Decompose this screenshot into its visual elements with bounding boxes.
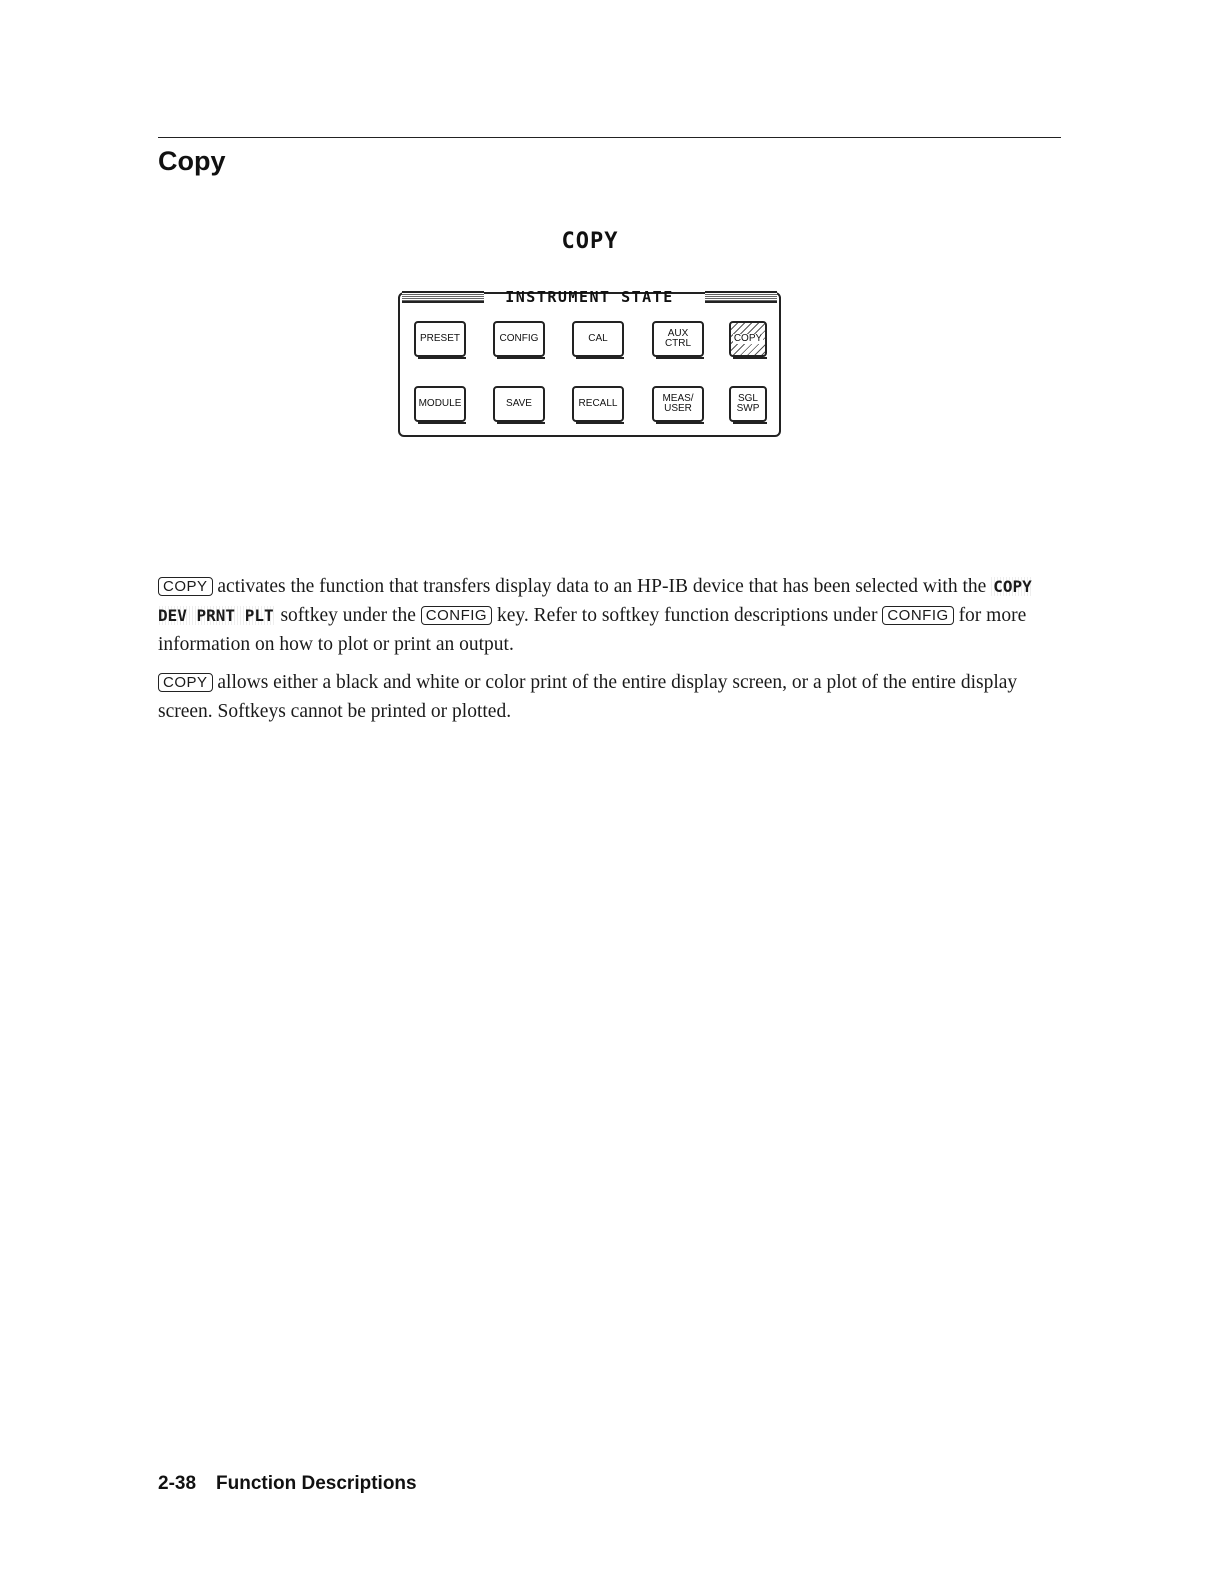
section-title: Copy — [158, 146, 226, 176]
page-number: 2-38 — [158, 1473, 197, 1494]
para1-text-3: key. Refer to softkey function descriptions under — [492, 605, 883, 626]
sgl-swp-key[interactable]: SGL SWP — [729, 386, 767, 422]
copy-key-ref: COPY — [158, 577, 213, 596]
config-key-ref: CONFIG — [421, 606, 492, 625]
copy-key[interactable] — [729, 321, 767, 357]
paragraph-2 — [158, 668, 1038, 726]
header-rule — [158, 137, 1061, 138]
cal-key[interactable]: CAL — [572, 321, 624, 357]
footer-section-name: Function Descriptions — [216, 1473, 417, 1494]
figure-title: COPY — [561, 229, 619, 254]
copy-key-label: COPY — [733, 333, 763, 344]
aux-ctrl-key[interactable]: AUX CTRL — [652, 321, 704, 357]
panel-label: INSTRUMENT STATE — [505, 288, 674, 306]
para1-text-2: softkey under the — [275, 605, 421, 626]
config-key[interactable]: CONFIG — [493, 321, 545, 357]
meas-user-key[interactable]: MEAS/ USER — [652, 386, 704, 422]
instrument-state-panel — [398, 288, 781, 437]
page-footer — [158, 1473, 417, 1495]
para1-text-1: activates the function that transfers display data to an HP-IB device that has been selected with the — [212, 576, 992, 597]
para1-text-4: for more information on how to plot or print an output. — [158, 605, 1027, 655]
recall-key[interactable]: RECALL — [572, 386, 624, 422]
paragraph-1 — [158, 572, 1038, 659]
save-key[interactable]: SAVE — [493, 386, 545, 422]
para2-text-1: allows either a black and white or color print of the entire display screen, or a plot of the entire display screen. Softkeys cannot be printed or plotted. — [158, 672, 1018, 722]
preset-key[interactable]: PRESET — [414, 321, 466, 357]
module-key[interactable]: MODULE — [414, 386, 466, 422]
copy-dev-softkey-ref: COPY DEV PRNT PLT — [158, 577, 1032, 625]
config-key-ref-2: CONFIG — [882, 606, 953, 625]
copy-key-ref-2: COPY — [158, 673, 213, 692]
